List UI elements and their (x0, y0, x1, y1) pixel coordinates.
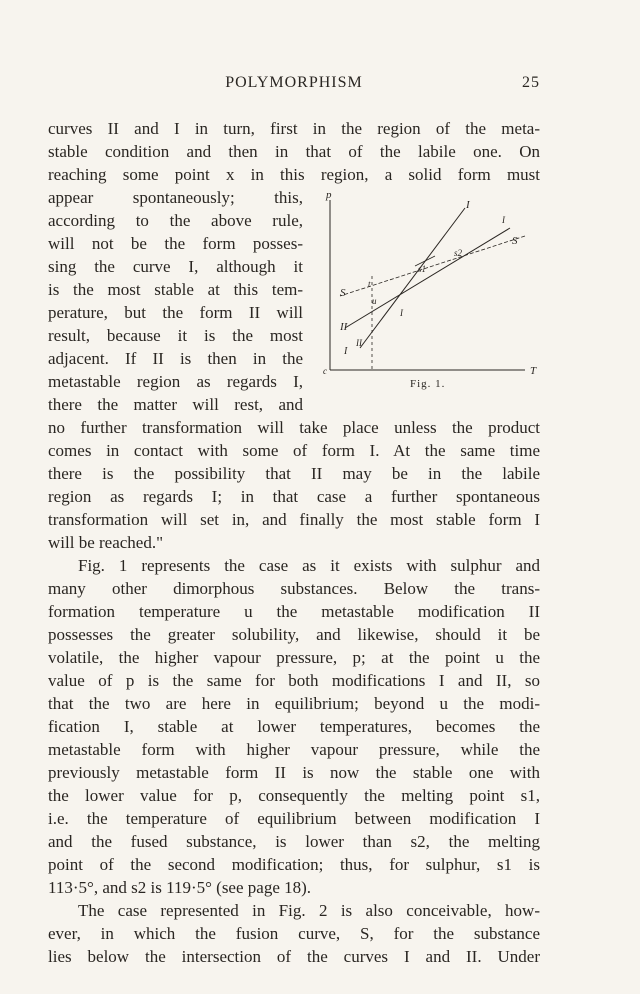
text-line: no further transformation will take place unless the product (48, 418, 540, 437)
label-II-mid: II (356, 338, 362, 348)
text-line: sing the curve I, although it (48, 257, 303, 276)
text-line: perature, but the form II will (48, 303, 303, 322)
text-line: the lower value for p, consequently the melting point s1, (48, 786, 540, 805)
label-t: t (368, 279, 371, 289)
figure-1 (320, 188, 550, 398)
text-line: fication I, stable at lower temperatures, becomes the (48, 717, 540, 736)
text-line: The case represented in Fig. 2 is also conceivable, how- (78, 901, 540, 920)
label-S: S (512, 235, 518, 247)
label-S-left: S (340, 287, 346, 299)
curve-I (360, 208, 465, 348)
text-line: ever, in which the fusion curve, S, for the substance (48, 924, 540, 943)
text-line: metastable region as regards I, (48, 372, 303, 391)
text-line: curves II and I in turn, first in the region of the meta- (48, 119, 540, 138)
text-line: metastable form with higher vapour pressure, while the (48, 740, 540, 759)
text-line: will not be the form posses- (48, 234, 303, 253)
text-line: there is the possibility that II may be in the labile (48, 464, 540, 483)
page-number: 25 (522, 74, 540, 91)
text-line: lies below the intersection of the curves I and II. Under (48, 947, 540, 966)
text-line: reaching some point x in this region, a solid form must (48, 165, 540, 184)
label-I-left: I (344, 346, 348, 357)
text-line: result, because it is the most (48, 326, 303, 345)
text-line: many other dimorphous substances. Below the trans- (48, 579, 540, 598)
text-line: formation temperature u the metastable modification II (48, 602, 540, 621)
text-line: will be reached." (48, 533, 164, 552)
text-line: and the fused substance, is lower than s2, the melting (48, 832, 540, 851)
text-line: region as regards I; in that case a further spontaneous (48, 487, 540, 506)
label-II-left: II (340, 321, 348, 333)
text-line: Fig. 1 represents the case as it exists with sulphur and (78, 556, 540, 575)
label-origin: c (323, 366, 327, 376)
label-u: u (372, 296, 377, 306)
running-header (48, 74, 540, 100)
text-line: comes in contact with some of form I. At the same time (48, 441, 540, 460)
label-s2: s2 (454, 248, 463, 258)
text-line: 113·5°, and s2 is 119·5° (see page 18). (48, 878, 312, 897)
curve-II (345, 228, 510, 328)
text-line: stable condition and then in that of the labile one. On (48, 142, 540, 161)
text-line: appear spontaneously; this, (48, 188, 303, 207)
text-line: i.e. the temperature of equilibrium between modification I (48, 809, 540, 828)
text-line: value of p is the same for both modifications I and II, so (48, 671, 540, 690)
text-line: that the two are here in equilibrium; beyond u the modi- (48, 694, 540, 713)
header-title: POLYMORPHISM (225, 74, 363, 91)
text-line: volatile, the higher vapour pressure, p; at the point u the (48, 648, 540, 667)
text-line: is the most stable at this tem- (48, 280, 303, 299)
label-I-mid: I (400, 308, 403, 318)
text-line: previously metastable form II is now the stable one with (48, 763, 540, 782)
text-line: adjacent. If II is then in the (48, 349, 303, 368)
text-line: transformation will set in, and finally the most stable form I (48, 510, 540, 529)
text-line: there the matter will rest, and (48, 395, 303, 414)
phase-diagram (320, 188, 550, 398)
figure-caption: Fig. 1. (410, 378, 446, 390)
label-I-top: I (466, 199, 470, 211)
label-I-small: I (502, 215, 505, 225)
label-p: p (326, 189, 332, 201)
text-line: according to the above rule, (48, 211, 303, 230)
label-s1: s1 (418, 264, 427, 274)
label-T: T (530, 365, 537, 377)
text-line: possesses the greater solubility, and likewise, should it be (48, 625, 540, 644)
text-line: point of the second modification; thus, for sulphur, s1 is (48, 855, 540, 874)
